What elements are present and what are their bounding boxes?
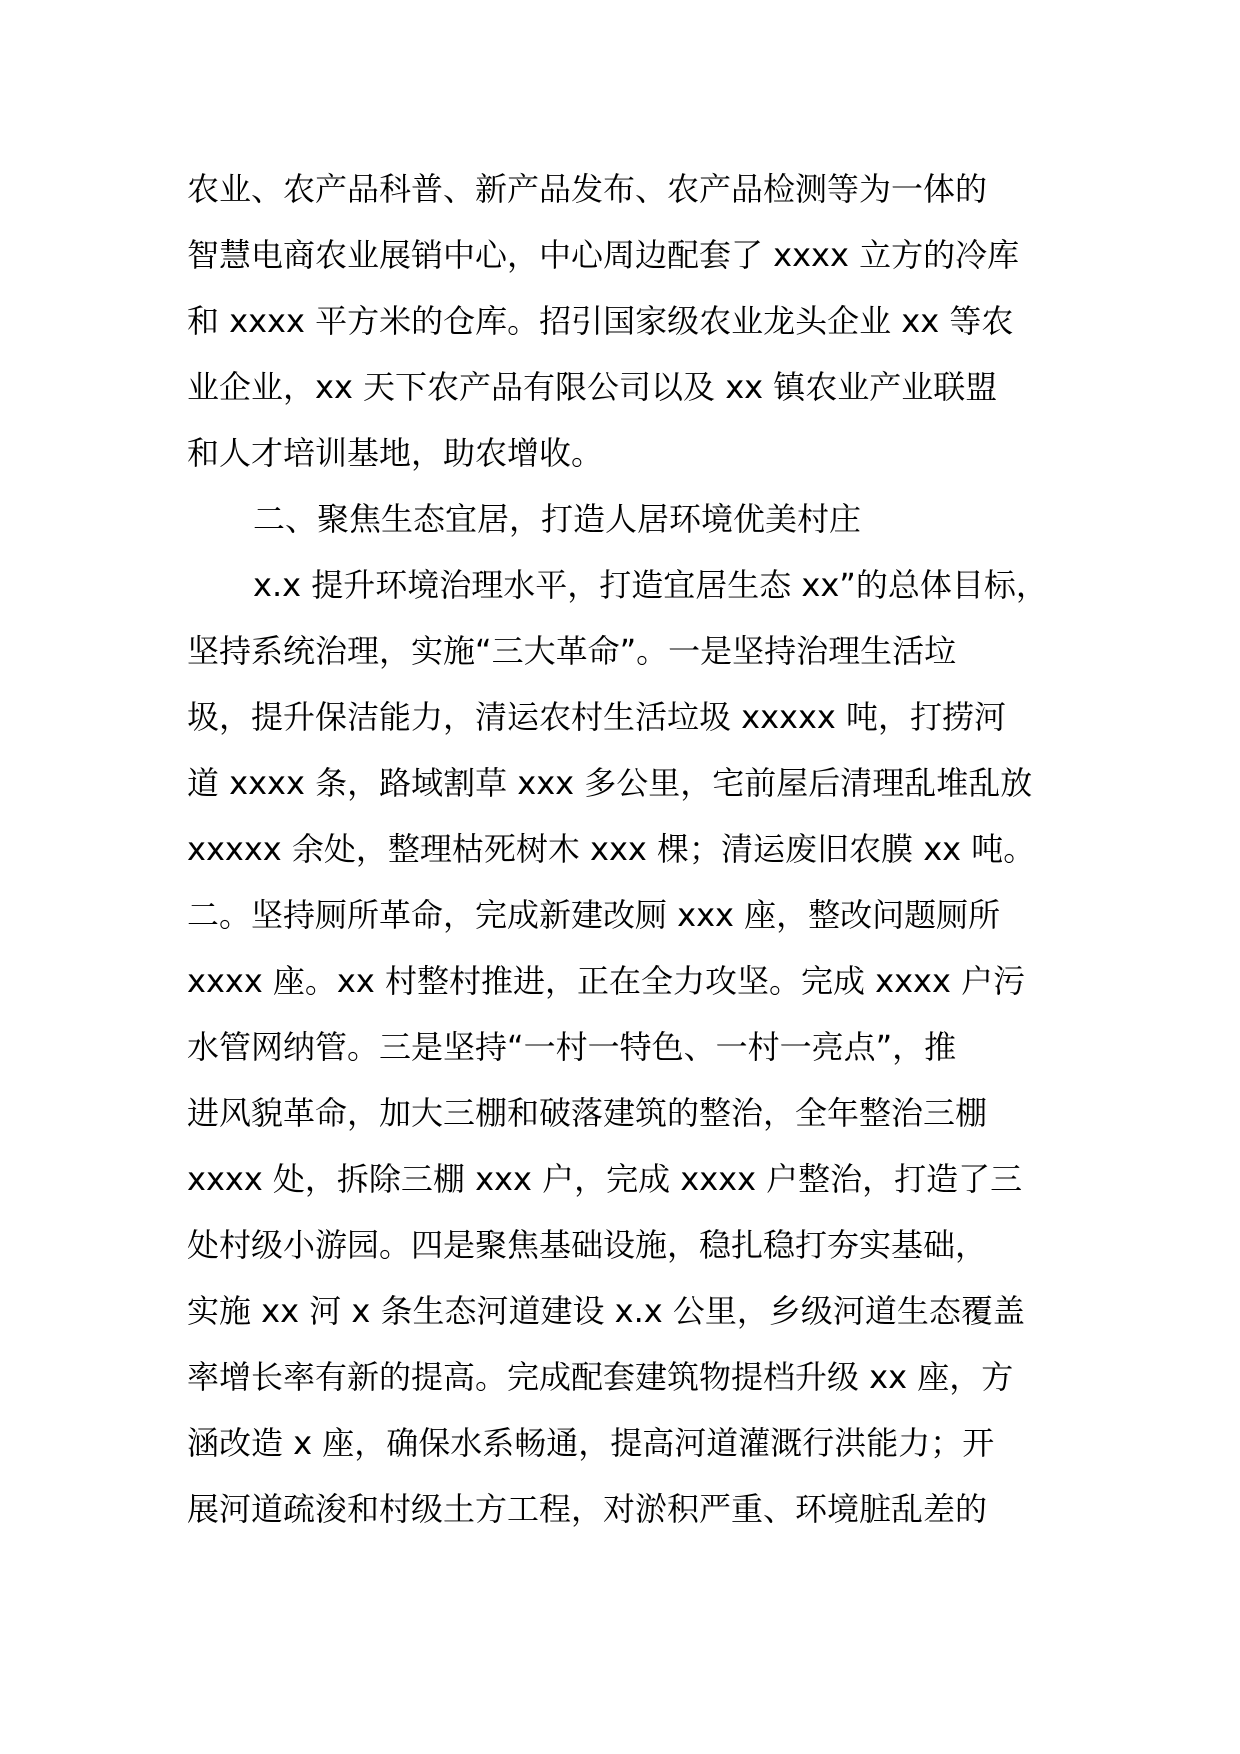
text-line: xxxxx 余处，整理枯死树木 xxx 棵；清运废旧农膜 xx 吨。: [187, 830, 1036, 868]
text-line: xxxx 处，拆除三棚 xxx 户，完成 xxxx 户整治，打造了三: [187, 1160, 1023, 1198]
text-line: 进风貌革命，加大三棚和破落建筑的整治，全年整治三棚: [187, 1094, 988, 1132]
text-line: 水管网纳管。三是坚持“一村一特色、一村一亮点”，推: [187, 1028, 957, 1066]
text-line: 业企业，xx 天下农产品有限公司以及 xx 镇农业产业联盟: [187, 368, 998, 406]
text-line: 涵改造 x 座，确保水系畅通，提高河道灌溉行洪能力；开: [187, 1424, 995, 1462]
text-line: 和人才培训基地，助农增收。: [187, 434, 604, 472]
text-line: 坚持系统治理，实施“三大革命”。一是坚持治理生活垃: [187, 632, 957, 670]
body-text: [187, 156, 1087, 1542]
text-line: xxxx 座。xx 村整村推进，正在全力攻坚。完成 xxxx 户污: [187, 962, 1026, 1000]
text-line: 农业、农产品科普、新产品发布、农产品检测等为一体的: [187, 170, 988, 208]
paragraph-first-line: x.x 提升环境治理水平，打造宜居生态 xx”的总体目标，: [253, 566, 1048, 604]
text-line: 智慧电商农业展销中心，中心周边配套了 xxxx 立方的冷库: [187, 236, 1020, 274]
text-line: 实施 xx 河 x 条生态河道建设 x.x 公里，乡级河道生态覆盖: [187, 1292, 1025, 1330]
text-line: 率增长率有新的提高。完成配套建筑物提档升级 xx 座，方: [187, 1358, 1014, 1396]
text-line: 处村级小游园。四是聚焦基础设施，稳扎稳打夯实基础，: [187, 1226, 988, 1264]
text-line: 和 xxxx 平方米的仓库。招引国家级农业龙头企业 xx 等农: [187, 302, 1014, 340]
text-line: 圾，提升保洁能力，清运农村生活垃圾 xxxxx 吨，打捞河: [187, 698, 1007, 736]
text-line: 展河道疏浚和村级土方工程，对淤积严重、环境脏乱差的: [187, 1490, 988, 1528]
section-heading: 二、聚焦生态宜居，打造人居环境优美村庄: [253, 500, 862, 538]
text-line: 道 xxxx 条，路域割草 xxx 多公里，宅前屋后清理乱堆乱放: [187, 764, 1033, 802]
text-line: 二。坚持厕所革命，完成新建改厕 xxx 座，整改问题厕所: [187, 896, 1001, 934]
